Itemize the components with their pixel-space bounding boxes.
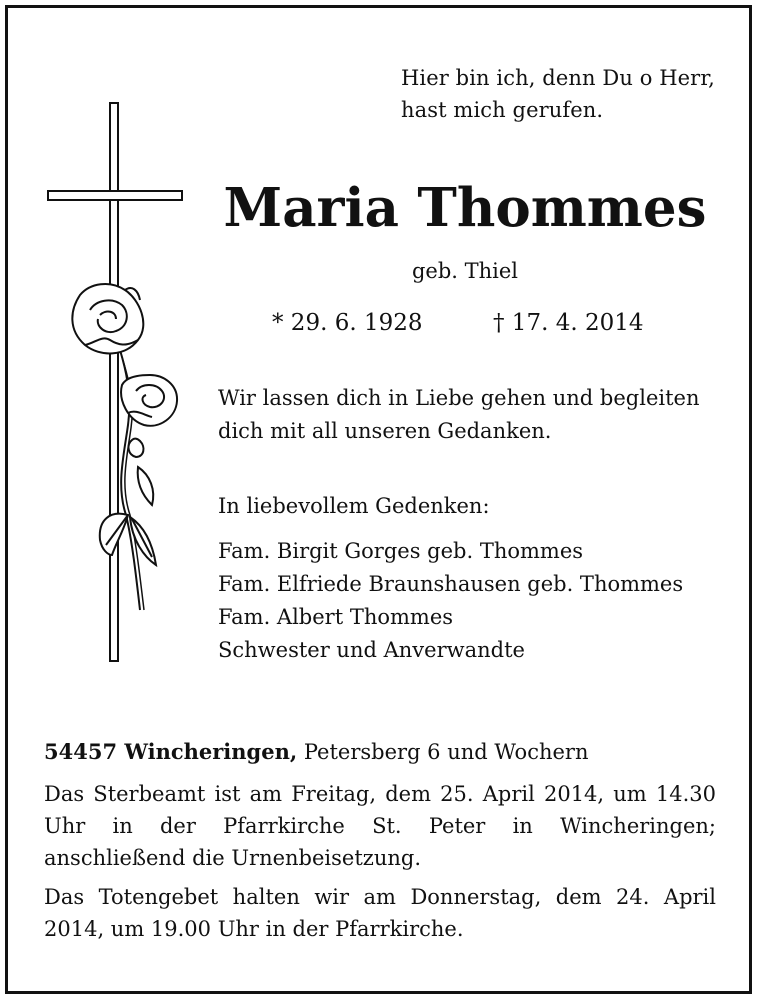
mourner-item: Fam. Elfriede Braunshausen geb. Thommes [218, 572, 684, 596]
birth-date: * 29. 6. 1928 [272, 310, 423, 336]
farewell-text [218, 382, 700, 448]
farewell-line: dich mit all unseren Gedanken. [218, 419, 552, 443]
mourner-item: Fam. Albert Thommes [218, 605, 454, 629]
memorial-heading: In liebevollem Gedenken: [218, 494, 490, 518]
requiem-notice: Das Sterbeamt ist am Freitag, dem 25. April 2014, um 14.30 Uhr in der Pfarrkirche St. Peter in Wincheringen; anschließend die Urnenbeisetzung. [44, 782, 716, 870]
mourner-item: Schwester und Anverwandte [218, 638, 525, 662]
death-date: † 17. 4. 2014 [493, 310, 644, 336]
cross-with-roses-icon [40, 95, 190, 670]
quote-line: hast mich gerufen. [401, 98, 604, 122]
address-street: Petersberg 6 und Wochern [297, 740, 589, 764]
maiden-name: geb. Thiel [411, 259, 519, 283]
deceased-name: Maria Thommes [223, 177, 707, 239]
prayer-notice: Das Totengebet halten wir am Donnerstag, dem 24. April 2014, um 19.00 Uhr in der Pfarrkirche. [44, 885, 716, 941]
mourners-list [218, 535, 683, 667]
farewell-line: Wir lassen dich in Liebe gehen und begleiten [218, 386, 700, 410]
quote-line: Hier bin ich, denn Du o Herr, [401, 66, 715, 90]
mourner-item: Fam. Birgit Gorges geb. Thommes [218, 539, 584, 563]
address-city: 54457 Wincheringen, [44, 739, 298, 764]
address-line [44, 735, 588, 769]
bible-quote [401, 62, 715, 126]
